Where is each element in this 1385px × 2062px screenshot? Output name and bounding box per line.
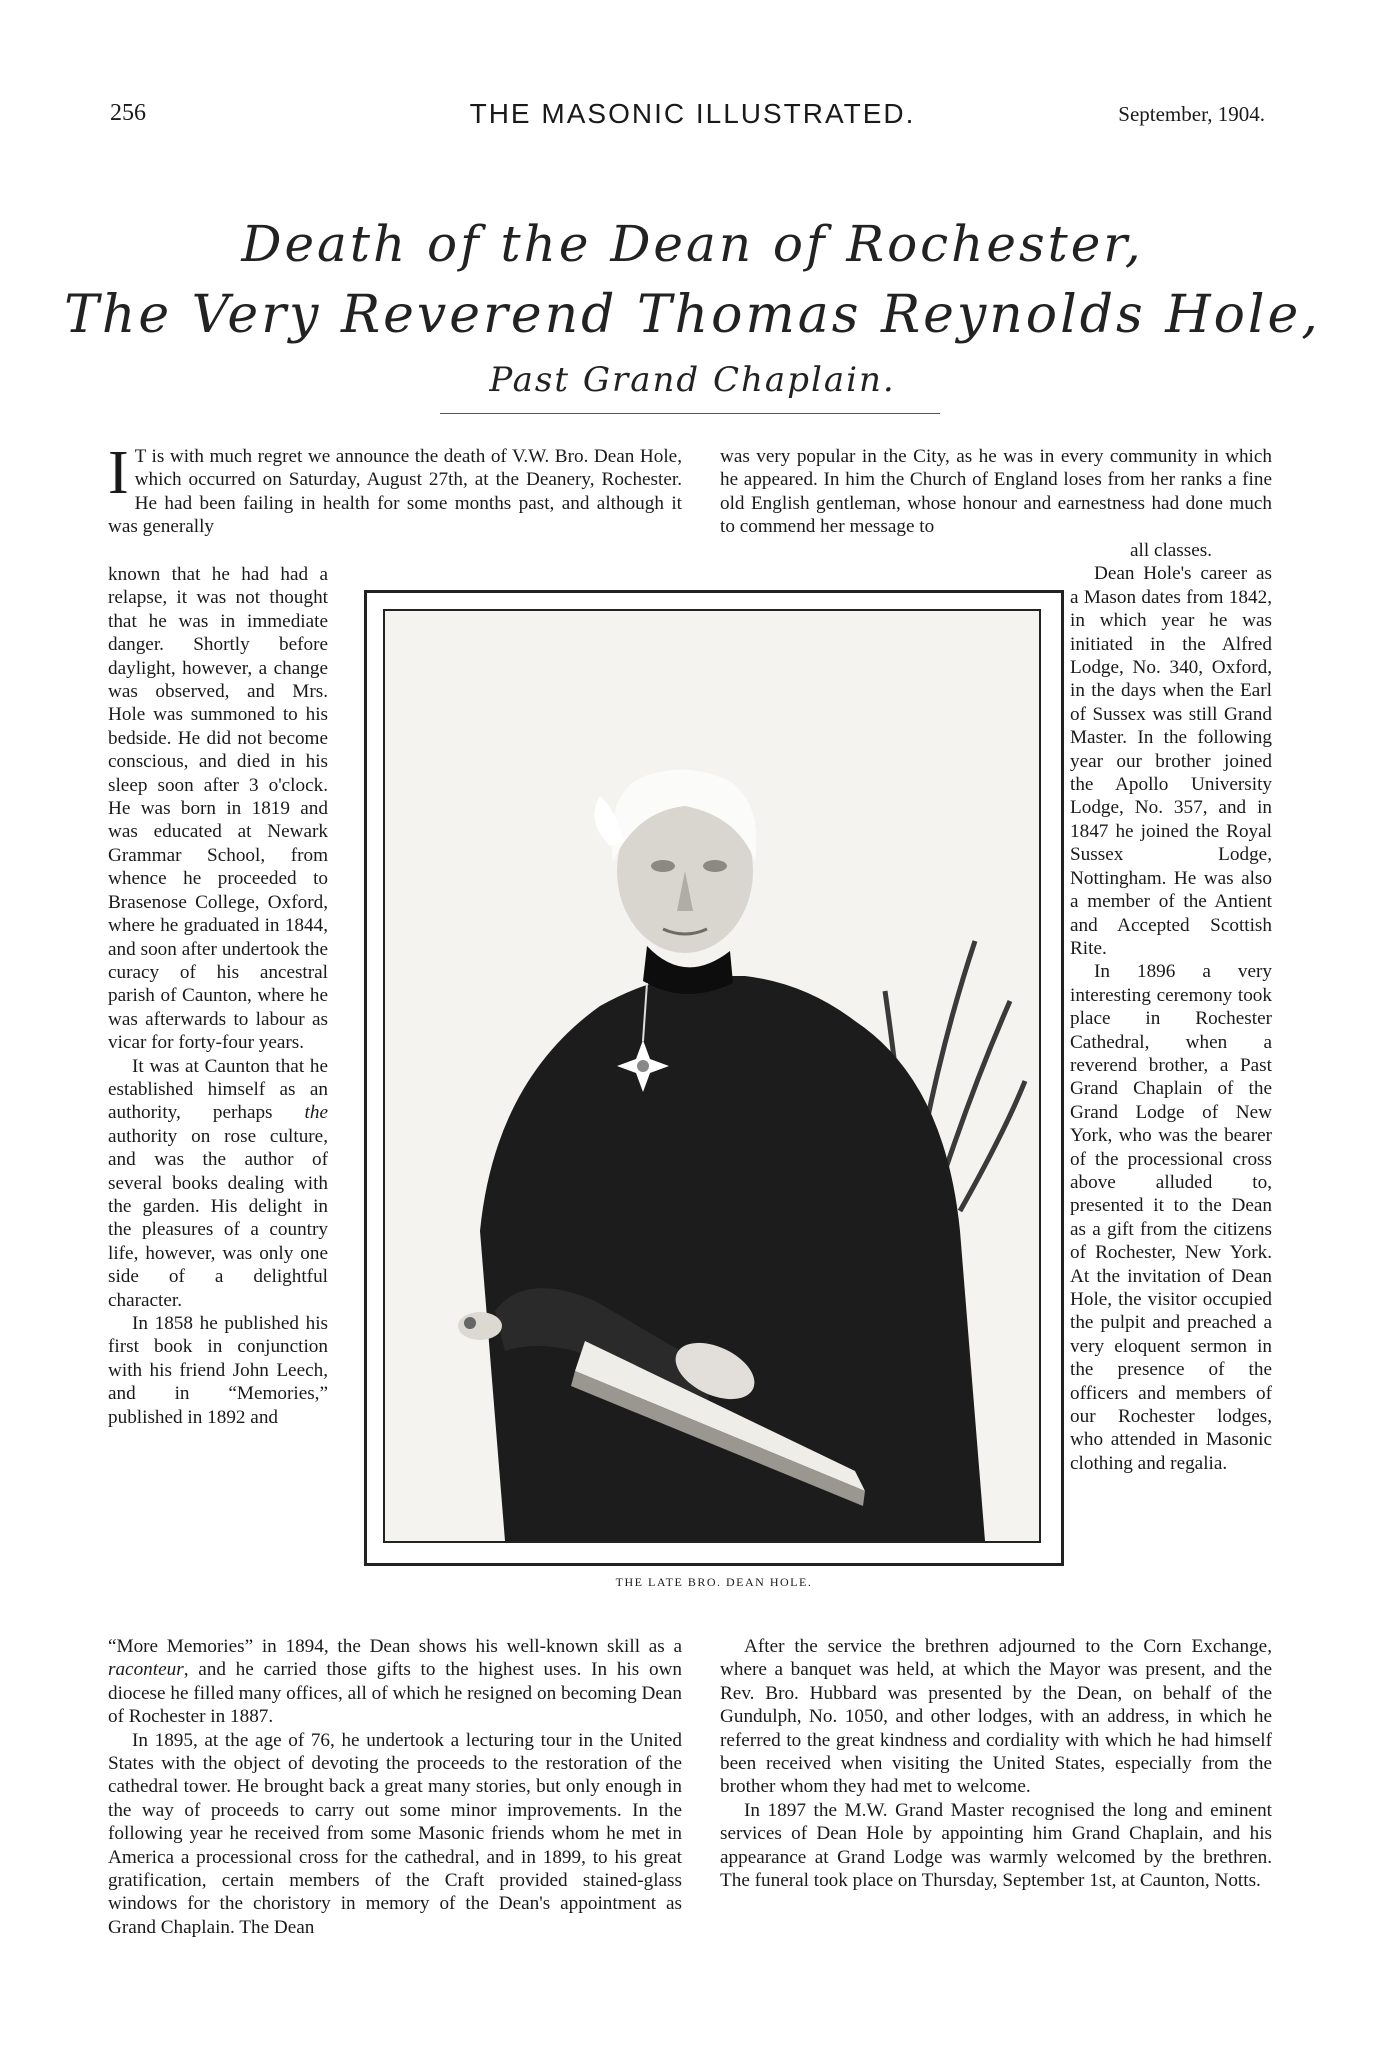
right-column-narrow [1070,539,1272,1475]
article-opening [108,439,682,539]
title-line-2: The Very Reverend Thomas Reynolds Hole, [64,285,1321,345]
emphasis: raconteur [108,1659,184,1681]
opening-text: T is with much regret we announce the death of V.W. Bro. Dean Hole, which occurred on Saturday, August 27th, at the Deanery, Rochester. He had been failing in health for some months past, and although it was generally [108,446,682,538]
left-column-narrow [108,563,328,1429]
left-column-bottom [108,1635,682,1939]
portrait-illustration [385,611,1039,1541]
photo-caption: THE LATE BRO. DEAN HOLE. [615,1575,813,1589]
left-column-top [108,439,682,539]
right-column-top [720,445,1272,539]
paragraph [108,1055,328,1312]
paragraph: was very popular in the City, as he was in every community in which he appeared. In him the Church of England loses from her ranks a fine old English gentleman, whose honour and earnestness had done much to commend her message to [720,446,1272,538]
text-run: , and he carried those gifts to the highest uses. In his own diocese he filled many offices, all of which he resigned on becoming Dean of Rochester in 1887. [108,1659,682,1728]
title-rule [440,413,940,414]
paragraph: In 1897 the M.W. Grand Master recognised the long and eminent services of Dean Hole by appointing him Grand Chaplain, and his appearance at Grand Lodge was warmly welcomed by the brethren. The funeral took place on Thursday, September 1st, at Caunton, Notts. [720,1799,1272,1892]
paragraph: Dean Hole's career as a Mason dates from 1842, in which year he was initiated in the Alfred Lodge, No. 340, Oxford, in the days when the Earl of Sussex was still Grand Master. In the following year our brother joined the Apollo University Lodge, No. 357, and in 1847 he joined the Royal Sussex Lodge, Nottingham. He was also a member of the Antient and Accepted Scottish Rite. [1070,563,1272,959]
portrait-photo [383,609,1041,1543]
right-column-bottom [720,1635,1272,1892]
journal-title: THE MASONIC ILLUSTRATED. [469,98,916,129]
page-header [0,100,1385,140]
page-number: 256 [110,100,146,126]
text-run: authority on rose culture, and was the author of several books dealing with the garden. His delight in the pleasures of a country life, however, was only one side of a delightful character. [108,1125,328,1311]
paragraph: In 1895, at the age of 76, he undertook a lecturing tour in the United States with the object of devoting the proceeds to the restoration of the cathedral tower. He brought back a great many stories, but only enough in the way of proceeds to carry out some minor improvements. In the following year he received from some Masonic friends whom he met in America a processional cross for the cathedral, and in 1899, to his great gratification, certain members of the Craft provided stained-glass windows for the choristory in memory of the Dean's appointment as Grand Chaplain. The Dean [108,1729,682,1938]
paragraph: In 1896 a very interesting ceremony took place in Rochester Cathedral, when a reverend brother, a Past Grand Chaplain of the Grand Lodge of New York, who was the bearer of the processional cross above alluded to, presented it to the Dean as a gift from the citizens of Rochester, New York. At the invitation of Dean Hole, the visitor occupied the pulpit and preached a very eloquent sermon in the presence of the officers and members of our Rochester lodges, who attended in Masonic clothing and regalia. [1070,961,1272,1474]
issue-date: September, 1904. [1118,102,1265,126]
paragraph: all classes. [1129,540,1213,561]
text-run: It was at Caunton that he established himself as an authority, perhaps [108,1055,328,1124]
title-line-1: Death of the Dean of Rochester, [241,215,1144,273]
title-line-3: Past Grand Chaplain. [489,360,896,400]
paragraph: After the service the brethren adjourned to the Corn Exchange, where a banquet was held, at which the Mayor was present, and the Rev. Bro. Hubbard was presented by the Dean, on behalf of the Gundulph, No. 1050, and other lodges, with an address, in which he referred to the great kindness and cordiality with which he had himself been received when visiting the United States, especially from the brother whom they had met to welcome. [720,1636,1272,1798]
drop-cap: I [108,439,129,507]
paragraph: In 1858 he published his first book in conjunction with his friend John Leech, and in “Memories,” published in 1892 and [108,1313,328,1428]
paragraph [108,1635,682,1729]
paragraph: known that he had had a relapse, it was not thought that he was in immediate danger. Shortly before daylight, however, a change was observed, and Mrs. Hole was summoned to his bedside. He did not become conscious, and died in his sleep soon after 3 o'clock. He was born in 1819 and was educated at Newark Grammar School, from whence he proceeded to Brasenose College, Oxford, where he graduated in 1844, and soon after undertook the curacy of his ancestral parish of Caunton, where he was afterwards to labour as vicar for forty-four years. [108,564,328,1054]
text-run: “More Memories” in 1894, the Dean shows his well-known skill as a [108,1636,682,1657]
emphasis: the [304,1102,328,1124]
